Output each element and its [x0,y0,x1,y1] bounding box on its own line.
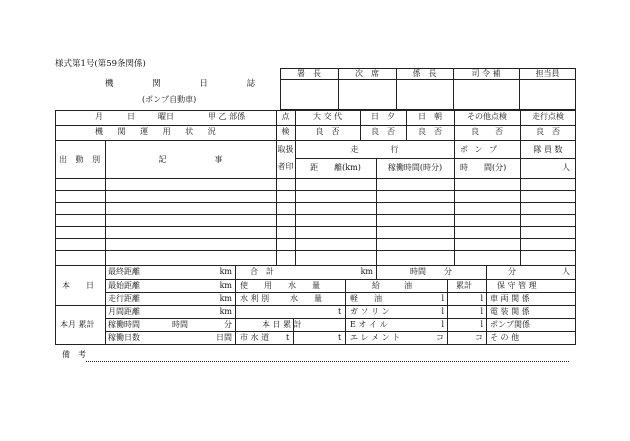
km-unit: km [219,281,232,290]
cum-water-label: 本 日 累 計 [262,320,302,329]
approval-deputy: 次 席 [355,69,379,78]
inspection-label-2: 検 [281,127,290,136]
approval-staff: 担当員 [535,69,560,78]
km-unit: km [219,307,232,316]
inspection-item: 大 交 代 [312,112,343,121]
inspection-result: 良 否 [315,127,340,136]
inspection-result: 良 否 [418,127,442,136]
distance-header: 距 離(km) [310,163,361,172]
page-subtitle: (ポンプ自動車) [142,95,197,104]
inspection-item: 日 夕 [371,112,395,121]
date-shift: 甲 乙 部係 [208,112,246,121]
t-unit: t [338,307,342,316]
water-amount-label: 水 量 [290,294,322,303]
maint-other: そ の 他 [490,333,520,342]
gasoline-label: ガ ソ リ ン [350,307,390,316]
minute-unit: 分 [444,267,452,276]
run-days-label: 稼働日数 [108,333,140,342]
remarks-line[interactable] [86,360,569,362]
l-unit: l [480,307,483,316]
travel-header: 走 行 [350,145,399,154]
approval-section-head: 係 長 [412,69,437,78]
engine-oil-label: E オ イ ル [350,320,388,329]
crew-header: 隊 員 数 [533,145,563,154]
l-unit: l [480,294,483,303]
inspection-result: 良 否 [471,127,503,136]
water-usage-header: 使 用 水 量 [240,281,324,290]
l-unit: l [441,294,444,303]
status-label: 機 関 運 用 状 況 [95,127,222,136]
start-distance-label: 最始距離 [108,281,140,290]
runtime-header: 稼働時間(時分) [387,163,443,172]
runtime-label: 稼働時間 [108,320,140,329]
l-unit: l [480,320,483,329]
monthly-distance-label: 月間距離 [108,307,140,316]
crew-unit: 人 [562,163,570,172]
total-label: 合 計 [250,267,274,276]
l-unit: l [441,307,444,316]
ko-unit: コ [436,333,444,342]
inspection-label: 点 [281,112,290,121]
maint-electrical: 電 装 関 係 [490,307,530,316]
dispatch-header: 出 動 別 [59,155,104,164]
element-label: エ レ メ ン ト [350,333,401,342]
t-unit: t [338,333,342,342]
km-unit: km [219,267,232,276]
inspection-item: 日 朝 [418,112,442,121]
maint-vehicle: 車 両 関 係 [490,294,530,303]
pump-header: ポ ン プ [460,145,500,154]
approval-chief: 署 長 [297,69,321,78]
travel-distance-label: 走行距離 [108,294,140,303]
ko-unit: コ [475,333,483,342]
date-day: 日 [127,112,135,121]
remarks-label: 備 考 [62,350,86,359]
person-unit: 人 [562,267,570,276]
hour-unit: 時間 [172,320,188,329]
record-header: 記 事 [158,155,223,164]
today-label: 本 日 [62,281,94,290]
minute-unit: 分 [508,267,516,276]
inspection-result: 良 否 [371,127,395,136]
seal-header: 者印 [277,162,294,171]
minute-unit: 分 [224,320,232,329]
final-distance-label: 最終距離 [108,267,140,276]
hour-unit: 時間 [410,267,426,276]
month-cumulative-label: 本月 累計 [60,320,95,329]
km-unit: km [219,294,232,303]
date-month: 月 [95,112,103,121]
fuel-supply-header: 給 油 [372,281,412,290]
l-unit: l [441,320,444,329]
city-water-label: 市 水 道 [240,333,270,342]
days-unit: 日間 [216,333,232,342]
pump-time-header: 時 間(分) [460,163,507,172]
inspection-item: 走行点検 [532,112,564,121]
handler-header: 取扱 [277,145,294,154]
maintenance-header: 保 守 管 理 [497,281,537,290]
light-oil-label: 軽 油 [350,294,382,303]
km-unit: km [360,267,373,276]
cumulative-header: 累計 [456,281,472,290]
approval-assistant: 司 令 補 [471,69,501,78]
inspection-result: 良 否 [536,127,560,136]
t-unit: t [286,333,290,342]
date-weekday: 曜日 [158,112,174,121]
page-title: 機 関 日 誌 [105,79,274,89]
form-caption: 様式第1号(第59条関係) [55,59,146,69]
inspection-item: その他点検 [467,112,507,121]
maint-pump: ポンプ関係 [490,320,530,329]
water-source-label: 水 利 別 [240,294,270,303]
